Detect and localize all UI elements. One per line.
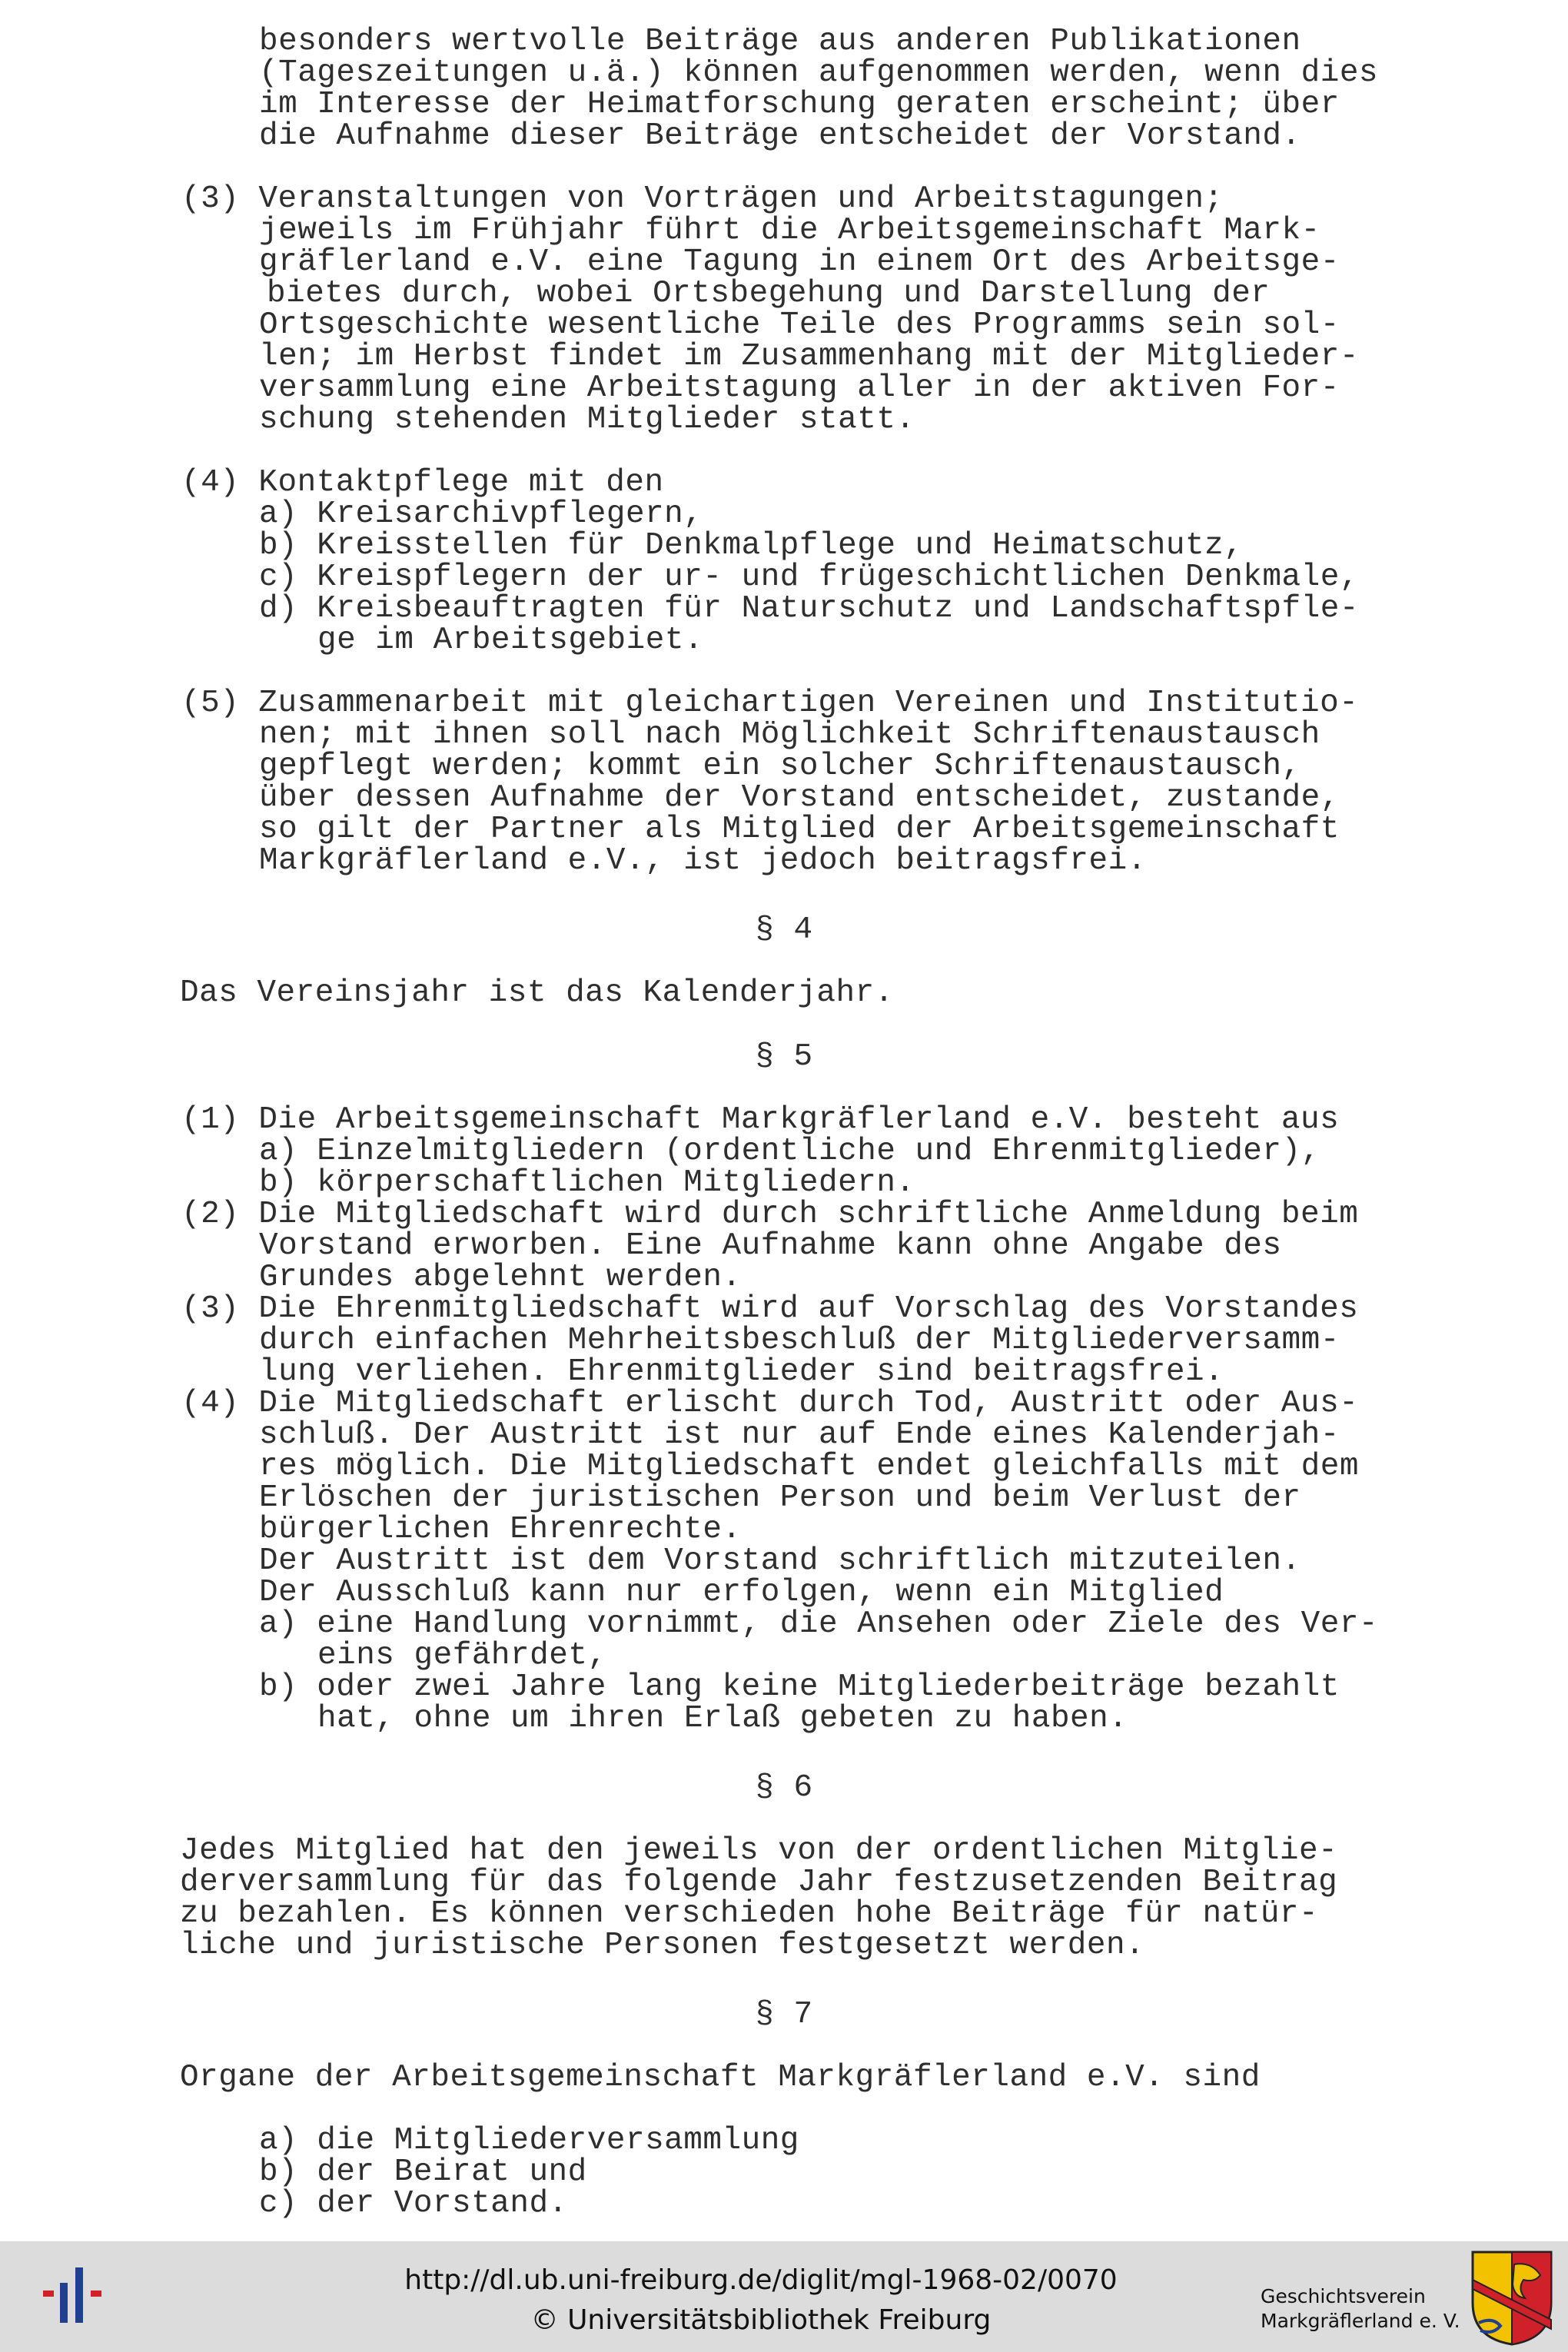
section-heading: § 5 bbox=[755, 1039, 813, 1075]
coat-of-arms-icon bbox=[1470, 2249, 1554, 2347]
society-name bbox=[1261, 2284, 1460, 2334]
text-line: (3) Die Ehrenmitgliedschaft wird auf Vorschlag des Vorstandes bbox=[181, 1291, 1359, 1327]
text-line: besonders wertvolle Beiträge aus anderen Publikationen bbox=[259, 24, 1301, 59]
text-line: schung stehenden Mitglieder statt. bbox=[259, 402, 915, 437]
text-line: a) Einzelmitgliedern (ordentliche und Ehrenmitglieder), bbox=[259, 1134, 1321, 1169]
text-line: (4) Die Mitgliedschaft erlischt durch Tod, Austritt oder Aus- bbox=[181, 1386, 1359, 1421]
ub-freiburg-logo-icon bbox=[38, 2257, 108, 2334]
text-line: ge im Arbeitsgebiet. bbox=[317, 623, 704, 658]
text-line: (3) Veranstaltungen von Vorträgen und Arbeitstagungen; bbox=[181, 181, 1224, 217]
copyright-notice: © Universitätsbibliothek Freiburg bbox=[530, 2304, 992, 2336]
text-line: Grundes abgelehnt werden. bbox=[259, 1260, 742, 1295]
text-line: (Tageszeitungen u.ä.) können aufgenommen werden, wenn dies bbox=[259, 55, 1379, 91]
society-name-line1: Geschichtsverein bbox=[1261, 2285, 1426, 2307]
text-line: derversammlung für das folgende Jahr festzusetzenden Beitrag bbox=[180, 1865, 1338, 1900]
text-line: hat, ohne um ihren Erlaß gebeten zu haben. bbox=[317, 1701, 1128, 1736]
text-line: Ortsgeschichte wesentliche Teile des Programms sein sol- bbox=[259, 307, 1340, 343]
text-line: a) eine Handlung vornimmt, die Ansehen oder Ziele des Ver- bbox=[259, 1606, 1379, 1642]
text-line: (2) Die Mitgliedschaft wird durch schriftliche Anmeldung beim bbox=[181, 1197, 1359, 1232]
text-line: (1) Die Arbeitsgemeinschaft Markgräflerland e.V. besteht aus bbox=[181, 1102, 1340, 1138]
text-line: jeweils im Frühjahr führt die Arbeitsgemeinschaft Mark- bbox=[259, 213, 1321, 248]
text-line: a) die Mitgliederversammlung bbox=[259, 2123, 799, 2158]
text-line: die Aufnahme dieser Beiträge entscheidet der Vorstand. bbox=[259, 118, 1301, 154]
text-line: b) oder zwei Jahre lang keine Mitgliederbeiträge bezahlt bbox=[259, 1669, 1340, 1705]
text-line: Der Ausschluß kann nur erfolgen, wenn ein Mitglied bbox=[259, 1575, 1224, 1610]
text-line: c) der Vorstand. bbox=[259, 2186, 568, 2221]
text-line: a) Kreisarchivpflegern, bbox=[259, 497, 703, 532]
section-heading: § 7 bbox=[755, 1997, 813, 2032]
text-line: zu bezahlen. Es können verschieden hohe Beiträge für natür- bbox=[180, 1896, 1319, 1932]
text-line: Markgräflerland e.V., ist jedoch beitragsfrei. bbox=[259, 843, 1147, 879]
text-line: Erlöschen der juristischen Person und beim Verlust der bbox=[259, 1480, 1301, 1516]
text-line: durch einfachen Mehrheitsbeschluß der Mitgliederversamm- bbox=[259, 1323, 1340, 1358]
text-line: Jedes Mitglied hat den jeweils von der ordentlichen Mitglie- bbox=[180, 1833, 1338, 1869]
text-line: im Interesse der Heimatforschung geraten erscheint; über bbox=[259, 87, 1340, 122]
text-line: b) Kreisstellen für Denkmalpflege und Heimatschutz, bbox=[259, 528, 1244, 563]
text-line: Der Austritt ist dem Vorstand schriftlich mitzuteilen. bbox=[259, 1543, 1301, 1579]
text-line: so gilt der Partner als Mitglied der Arbeitsgemeinschaft bbox=[259, 812, 1340, 847]
section-heading: § 4 bbox=[755, 912, 813, 948]
text-line: c) Kreispflegern der ur- und frügeschichtlichen Denkmale, bbox=[259, 560, 1359, 595]
text-line: bürgerlichen Ehrenrechte. bbox=[259, 1512, 742, 1547]
text-line: (5) Zusammenarbeit mit gleichartigen Vereinen und Institutio- bbox=[181, 686, 1359, 721]
text-line: liche und juristische Personen festgesetzt werden. bbox=[180, 1928, 1145, 1963]
text-line: b) der Beirat und bbox=[259, 2154, 587, 2190]
text-line: nen; mit ihnen soll nach Möglichkeit Schriftenaustausch bbox=[259, 717, 1321, 752]
text-line: (4) Kontaktpflege mit den bbox=[181, 465, 664, 500]
text-line: Vorstand erworben. Eine Aufnahme kann ohne Angabe des bbox=[259, 1228, 1282, 1264]
section-heading: § 6 bbox=[755, 1770, 813, 1806]
text-line: d) Kreisbeauftragten für Naturschutz und Landschaftspfle- bbox=[259, 591, 1359, 626]
text-line: Organe der Arbeitsgemeinschaft Markgräflerland e.V. sind bbox=[180, 2060, 1261, 2095]
society-name-line2: Markgräflerland e. V. bbox=[1261, 2310, 1460, 2332]
text-line: eins gefährdet, bbox=[317, 1638, 607, 1673]
text-line: len; im Herbst findet im Zusammenhang mit der Mitglieder- bbox=[259, 339, 1359, 374]
text-line: b) körperschaftlichen Mitgliedern. bbox=[259, 1165, 915, 1201]
document-url-link[interactable]: http://dl.ub.uni-freiburg.de/diglit/mgl-1968-02/0070 bbox=[404, 2264, 1118, 2296]
text-line: versammlung eine Arbeitstagung aller in der aktiven For- bbox=[259, 370, 1340, 406]
text-line: gräflerland e.V. eine Tagung in einem Ort des Arbeitsge- bbox=[259, 244, 1340, 280]
text-line: über dessen Aufnahme der Vorstand entscheidet, zustande, bbox=[259, 780, 1340, 816]
footer-bar bbox=[0, 2241, 1568, 2352]
text-line: bietes durch, wobei Ortsbegehung und Darstellung der bbox=[267, 276, 1271, 311]
text-line: gepflegt werden; kommt ein solcher Schriftenaustausch, bbox=[259, 749, 1301, 784]
text-line: schluß. Der Austritt ist nur auf Ende eines Kalenderjah- bbox=[259, 1417, 1340, 1453]
text-line: lung verliehen. Ehrenmitglieder sind beitragsfrei. bbox=[259, 1354, 1224, 1390]
text-line: res möglich. Die Mitgliedschaft endet gleichfalls mit dem bbox=[259, 1449, 1359, 1484]
text-line: Das Vereinsjahr ist das Kalenderjahr. bbox=[180, 975, 894, 1011]
